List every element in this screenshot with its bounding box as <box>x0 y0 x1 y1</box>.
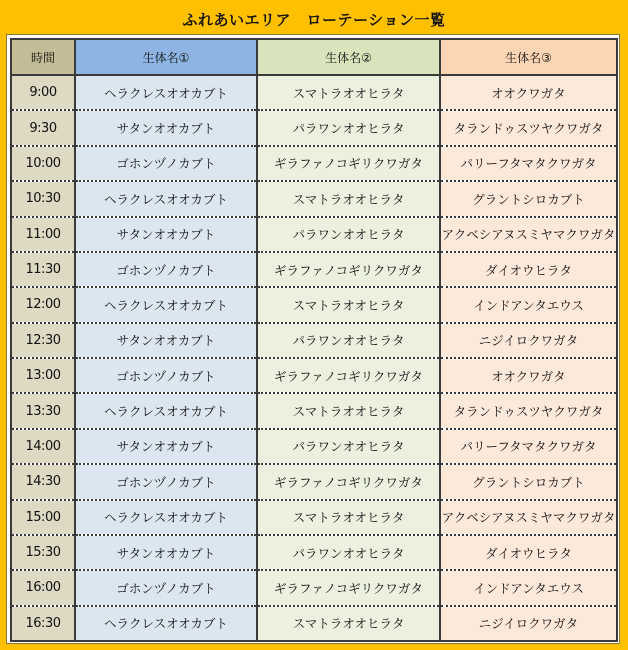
time-cell: 10:00 <box>11 146 75 181</box>
specimen-2-cell: スマトラオオヒラタ <box>257 393 440 428</box>
table-row <box>11 570 617 605</box>
table-row <box>11 75 617 110</box>
table-row <box>11 146 617 181</box>
table-row <box>11 535 617 570</box>
specimen-3-cell: オオクワガタ <box>440 75 617 110</box>
time-cell: 12:00 <box>11 287 75 322</box>
specimen-3-cell: インドアンタエウス <box>440 287 617 322</box>
time-cell: 13:30 <box>11 393 75 428</box>
specimen-2-cell: スマトラオオヒラタ <box>257 287 440 322</box>
specimen-1-cell: サタンオオカブト <box>75 535 257 570</box>
table-row <box>11 287 617 322</box>
specimen-3-cell: パリーフタマタクワガタ <box>440 146 617 181</box>
table-row <box>11 500 617 535</box>
specimen-1-cell: ゴホンヅノカブト <box>75 464 257 499</box>
specimen-1-cell: ゴホンヅノカブト <box>75 358 257 393</box>
table-row <box>11 393 617 428</box>
specimen-3-cell: ダイオウヒラタ <box>440 535 617 570</box>
specimen-2-cell: ギラファノコギリクワガタ <box>257 358 440 393</box>
table-row <box>11 323 617 358</box>
table-row <box>11 217 617 252</box>
time-cell: 16:30 <box>11 606 75 641</box>
time-cell: 16:00 <box>11 570 75 605</box>
time-cell: 14:00 <box>11 429 75 464</box>
specimen-2-cell: ギラファノコギリクワガタ <box>257 570 440 605</box>
table-row <box>11 358 617 393</box>
time-cell: 10:30 <box>11 181 75 216</box>
specimen-3-cell: インドアンタエウス <box>440 570 617 605</box>
rotation-table <box>10 38 618 642</box>
specimen-1-cell: ヘラクレスオオカブト <box>75 181 257 216</box>
specimen-3-cell: タランドゥスツヤクワガタ <box>440 110 617 145</box>
column-header-specimen-2: 生体名② <box>257 39 440 75</box>
table-row <box>11 181 617 216</box>
column-header-time: 時間 <box>11 39 75 75</box>
specimen-1-cell: ヘラクレスオオカブト <box>75 500 257 535</box>
specimen-3-cell: アクベシアヌスミヤマクワガタ <box>440 217 617 252</box>
specimen-1-cell: ゴホンヅノカブト <box>75 146 257 181</box>
column-header-specimen-1: 生体名① <box>75 39 257 75</box>
specimen-1-cell: サタンオオカブト <box>75 110 257 145</box>
time-cell: 9:30 <box>11 110 75 145</box>
specimen-1-cell: ゴホンヅノカブト <box>75 570 257 605</box>
specimen-2-cell: スマトラオオヒラタ <box>257 500 440 535</box>
table-row <box>11 429 617 464</box>
specimen-2-cell: ギラファノコギリクワガタ <box>257 146 440 181</box>
time-cell: 11:30 <box>11 252 75 287</box>
specimen-3-cell: アクベシアヌスミヤマクワガタ <box>440 500 617 535</box>
specimen-2-cell: パラワンオオヒラタ <box>257 110 440 145</box>
specimen-2-cell: スマトラオオヒラタ <box>257 606 440 641</box>
table-header-row <box>11 39 617 75</box>
specimen-2-cell: ギラファノコギリクワガタ <box>257 252 440 287</box>
time-cell: 14:30 <box>11 464 75 499</box>
specimen-1-cell: ヘラクレスオオカブト <box>75 75 257 110</box>
specimen-3-cell: ダイオウヒラタ <box>440 252 617 287</box>
specimen-1-cell: ヘラクレスオオカブト <box>75 393 257 428</box>
specimen-2-cell: パラワンオオヒラタ <box>257 323 440 358</box>
specimen-2-cell: パラワンオオヒラタ <box>257 217 440 252</box>
specimen-3-cell: オオクワガタ <box>440 358 617 393</box>
time-cell: 12:30 <box>11 323 75 358</box>
table-row <box>11 606 617 641</box>
time-cell: 13:00 <box>11 358 75 393</box>
specimen-1-cell: ヘラクレスオオカブト <box>75 606 257 641</box>
specimen-2-cell: パラワンオオヒラタ <box>257 429 440 464</box>
specimen-3-cell: パリーフタマタクワガタ <box>440 429 617 464</box>
specimen-3-cell: グラントシロカブト <box>440 181 617 216</box>
specimen-1-cell: サタンオオカブト <box>75 323 257 358</box>
specimen-3-cell: ニジイロクワガタ <box>440 606 617 641</box>
specimen-1-cell: サタンオオカブト <box>75 217 257 252</box>
specimen-2-cell: スマトラオオヒラタ <box>257 181 440 216</box>
specimen-3-cell: ニジイロクワガタ <box>440 323 617 358</box>
specimen-2-cell: スマトラオオヒラタ <box>257 75 440 110</box>
page-title: ふれあいエリア ローテーション一覧 <box>182 11 446 29</box>
specimen-1-cell: サタンオオカブト <box>75 429 257 464</box>
table-row <box>11 464 617 499</box>
time-cell: 11:00 <box>11 217 75 252</box>
specimen-3-cell: タランドゥスツヤクワガタ <box>440 393 617 428</box>
specimen-1-cell: ヘラクレスオオカブト <box>75 287 257 322</box>
time-cell: 15:30 <box>11 535 75 570</box>
time-cell: 15:00 <box>11 500 75 535</box>
table-row <box>11 252 617 287</box>
time-cell: 9:00 <box>11 75 75 110</box>
column-header-specimen-3: 生体名③ <box>440 39 617 75</box>
specimen-2-cell: ギラファノコギリクワガタ <box>257 464 440 499</box>
rotation-table-panel <box>6 34 620 644</box>
specimen-1-cell: ゴホンヅノカブト <box>75 252 257 287</box>
specimen-2-cell: パラワンオオヒラタ <box>257 535 440 570</box>
table-row <box>11 110 617 145</box>
specimen-3-cell: グラントシロカブト <box>440 464 617 499</box>
